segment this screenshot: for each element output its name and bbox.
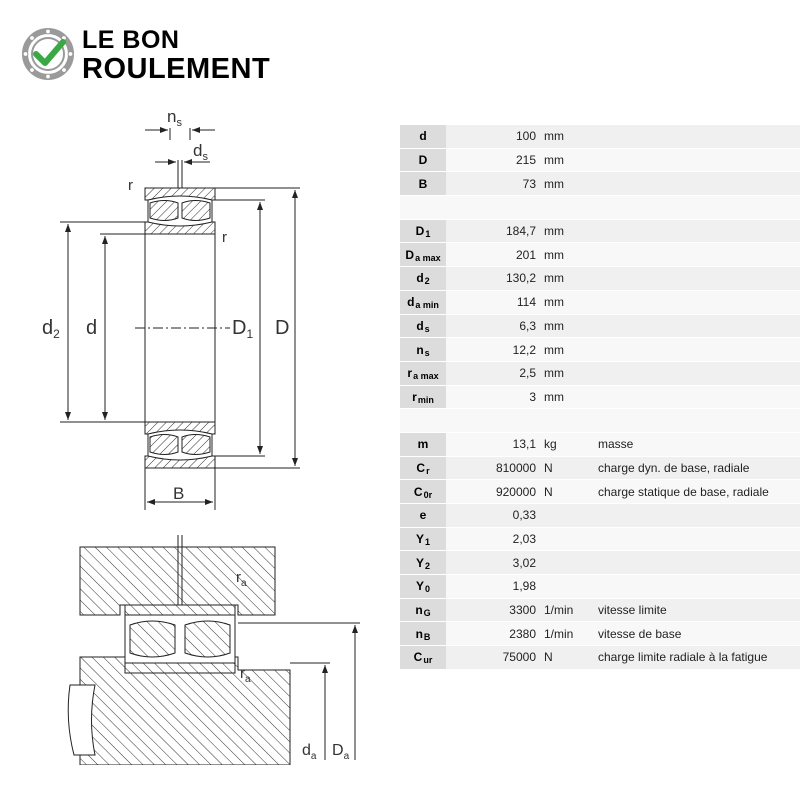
spec-row [400, 528, 800, 552]
spec-value: 2,03 [512, 532, 536, 547]
spec-label: e [400, 504, 446, 527]
spec-value: 2,5 [519, 366, 536, 381]
spec-value: 6,3 [519, 318, 536, 333]
label-d: d [86, 317, 98, 339]
spec-label: C $_r$ [400, 457, 446, 480]
spec-row [400, 622, 800, 646]
spec-description: masse [598, 437, 634, 452]
spec-row [400, 172, 800, 196]
spec-unit: mm [544, 129, 564, 144]
spec-label: d $_s$ [400, 315, 446, 338]
spec-row [400, 149, 800, 173]
spec-value: 201 [515, 247, 536, 262]
bearing-section-drawing [30, 100, 320, 520]
label-da: $d_a$ [302, 742, 317, 762]
label-B: B [173, 484, 185, 503]
spec-description: charge dyn. de base, radiale [598, 460, 750, 475]
spec-label: Y $_0$ [400, 575, 446, 598]
spec-label: d [400, 125, 446, 148]
spec-value: 13,1 [512, 437, 536, 452]
spec-value: 130,2 [505, 271, 536, 286]
spec-row [400, 504, 800, 528]
spec-table [400, 125, 800, 670]
spec-row [400, 433, 800, 457]
label-r-top: r [128, 177, 133, 194]
spec-row [400, 362, 800, 386]
label-ra-bottom: $r_a$ [240, 665, 251, 685]
spec-label: n $_G$ [400, 599, 446, 622]
spec-label: C $_{ur}$ [400, 646, 446, 669]
spec-row [400, 125, 800, 149]
spec-unit: 1/min [544, 626, 574, 641]
spec-unit: mm [544, 295, 564, 310]
spec-row [400, 599, 800, 623]
brand-logo[interactable] [22, 26, 302, 86]
spec-value: 215 [515, 153, 536, 168]
spec-label: C $_{0r}$ [400, 480, 446, 503]
spec-label: m [400, 433, 446, 456]
spec-spacer [400, 409, 800, 433]
spec-unit: kg [544, 437, 557, 452]
spec-value: 75000 [502, 650, 536, 665]
label-D: D [275, 317, 290, 339]
spec-description: charge statique de base, radiale [598, 484, 769, 499]
spec-description: vitesse de base [598, 626, 682, 641]
spec-label: B [400, 172, 446, 195]
spec-unit: mm [544, 318, 564, 333]
spec-row [400, 267, 800, 291]
spec-label: Y $_1$ [400, 528, 446, 551]
spec-value: 3,02 [512, 555, 536, 570]
spec-label: n $_s$ [400, 338, 446, 361]
spec-description: vitesse limite [598, 603, 667, 618]
spec-label: D $_1$ [400, 220, 446, 243]
spec-value: 1,98 [512, 579, 536, 594]
spec-unit: mm [544, 342, 564, 357]
spec-description: charge limite radiale à la fatigue [598, 650, 768, 665]
spec-row [400, 575, 800, 599]
spec-row [400, 386, 800, 410]
spec-unit: mm [544, 271, 564, 286]
label-ra-top: $r_a$ [236, 569, 247, 589]
spec-unit: mm [544, 247, 564, 262]
spec-label: n $_B$ [400, 622, 446, 645]
spec-unit: mm [544, 389, 564, 404]
spec-unit: N [544, 650, 553, 665]
label-d2: $d_2$ [42, 317, 60, 341]
spec-label: D $_{a max}$ [400, 243, 446, 266]
label-r-side: r [222, 229, 227, 246]
spec-label: r $_{a max}$ [400, 362, 446, 385]
spec-row [400, 338, 800, 362]
spec-value: 2380 [509, 626, 536, 641]
spec-value: 114 [516, 295, 536, 310]
spec-row [400, 220, 800, 244]
label-Da: $D_a$ [332, 742, 350, 762]
label-D1: $D_1$ [232, 317, 254, 341]
spec-row [400, 646, 800, 670]
mounting-drawing [60, 535, 360, 765]
spec-row [400, 480, 800, 504]
spec-unit: mm [544, 153, 564, 168]
spec-value: 920000 [495, 484, 536, 499]
bearing-check-icon [22, 28, 74, 80]
spec-value: 3300 [509, 603, 536, 618]
spec-label: r $_{min}$ [400, 386, 446, 409]
spec-value: 100 [515, 129, 536, 144]
spec-label: Y $_2$ [400, 551, 446, 574]
spec-unit: N [544, 460, 553, 475]
spec-unit: N [544, 484, 553, 499]
spec-unit: mm [544, 176, 564, 191]
spec-value: 12,2 [512, 342, 536, 357]
spec-value: 3 [529, 389, 536, 404]
spec-value: 0,33 [512, 508, 536, 523]
spec-unit: 1/min [544, 603, 574, 618]
spec-value: 810000 [495, 460, 536, 475]
label-ns: $n_s$ [167, 107, 182, 129]
spec-row [400, 457, 800, 481]
spec-value: 73 [522, 176, 536, 191]
brand-line1: LE BON [82, 26, 180, 54]
spec-row [400, 315, 800, 339]
spec-row [400, 291, 800, 315]
brand-line2: ROULEMENT [82, 53, 271, 85]
spec-row [400, 551, 800, 575]
spec-spacer [400, 196, 800, 220]
spec-unit: mm [544, 366, 564, 381]
spec-label: d $_2$ [400, 267, 446, 290]
spec-row [400, 243, 800, 267]
spec-unit: mm [544, 224, 564, 239]
spec-value: 184,7 [505, 224, 536, 239]
spec-label: D [400, 149, 446, 172]
label-ds: $d_s$ [193, 141, 208, 163]
spec-label: d $_{a min}$ [400, 291, 446, 314]
